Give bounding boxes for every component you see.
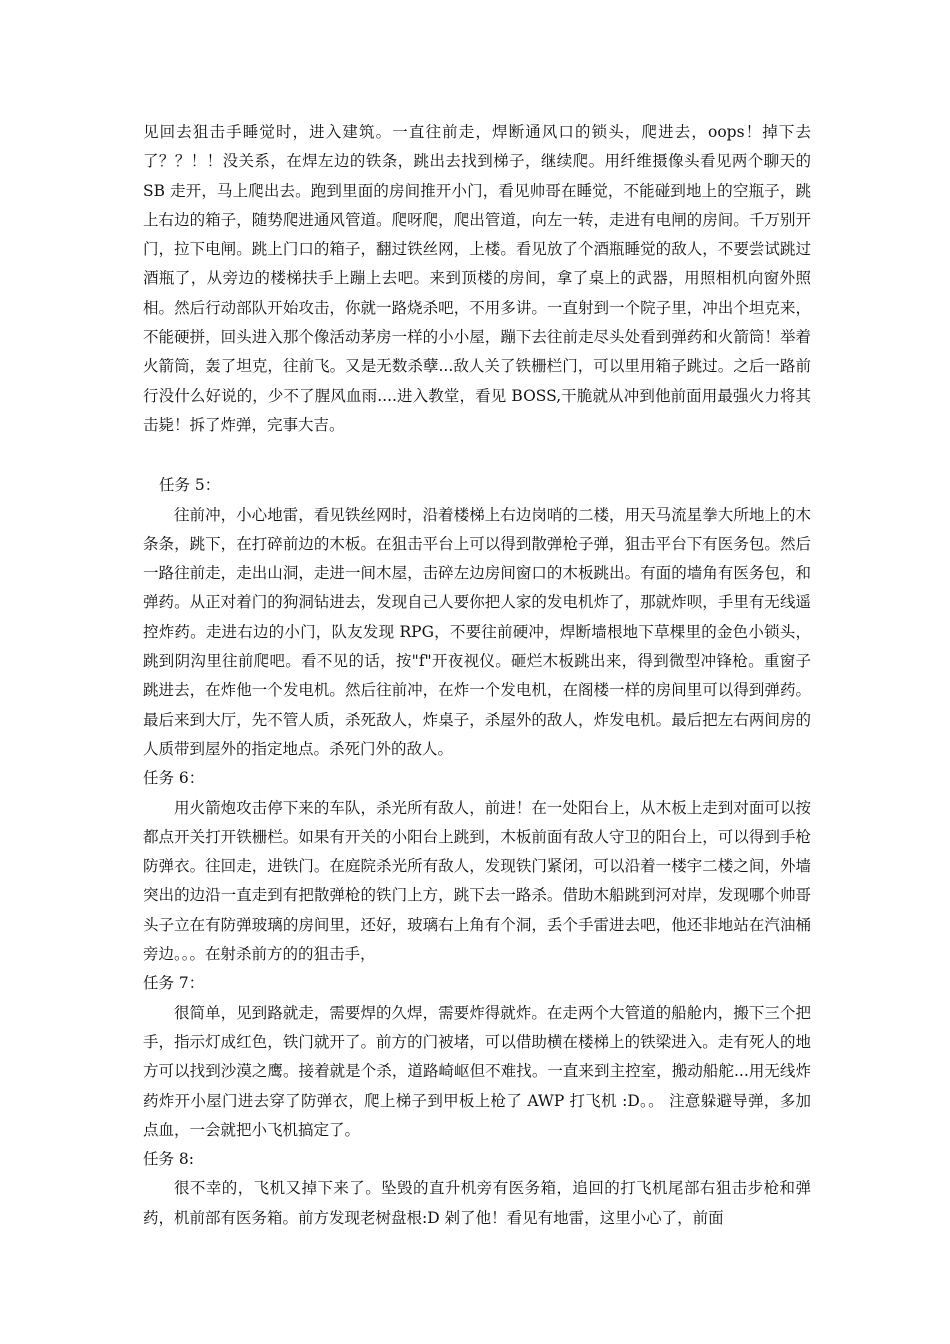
section-gap	[143, 440, 811, 471]
mission8-paragraph: 很不幸的，飞机又掉下来了。坠毁的直升机旁有医务箱，追回的打飞机尾部右狙击步枪和弹药，机前部有医务箱。前方发现老树盘根:D 剁了他！看见有地雷，这里小心了，前面	[143, 1179, 811, 1227]
mission7-heading: 任务 7：	[143, 974, 205, 993]
mission7-paragraph: 很简单，见到路就走，需要焊的久焊，需要炸得就炸。在走两个大管道的船舱内，搬下三个把手，指示灯成红色，铁门就开了。前方的门被堵，可以借助横在楼梯上的铁梁进入。走有死人的地方可以找到沙漠之鹰。接着就是个杀，道路崎岖但不难找。一直来到主控室，搬动船舵...用无线炸药炸开小屋门进去穿了防弹衣，爬上梯子到甲板上枪了 AWP 打飞机 :D。。 注意躲避导弹，多加点血，一会就把小飞机搞定了。	[143, 1003, 811, 1139]
mission6-heading: 任务 6：	[143, 769, 205, 788]
mission8-heading: 任务 8:	[143, 1150, 195, 1169]
mission6-paragraph: 用火箭炮攻击停下来的车队，杀光所有敌人，前进！在一处阳台上，从木板上走到对面可以按都点开关打开铁栅栏。如果有开关的小阳台上跳到，木板前面有敌人守卫的阳台上，可以得到手枪防弹衣。往回走，进铁门。在庭院杀光所有敌人，发现铁门紧闭，可以沿着一楼宇二楼之间，外墙突出的边沿一直走到有把散弹枪的铁门上方，跳下去一路杀。借助木船跳到河对岸，发现哪个帅哥头子立在有防弹玻璃的房间里，还好，玻璃右上角有个洞，丢个手雷进去吧，他还非地站在汽油桶旁边。。。在射杀前方的的狙击手，	[143, 798, 811, 964]
mission5-heading: 任务 5：	[159, 476, 221, 495]
intro-paragraph: 见回去狙击手睡觉时，进入建筑。一直往前走，焊断通风口的锁头，爬进去，oops！掉下去了？？！！没关系，在焊左边的铁条，跳出去找到梯子，继续爬。用纤维摄像头看见两个聊天的 SB 走开，马上爬出去。跑到里面的房间推开小门，看见帅哥在睡觉，不能碰到地上的空瓶子，跳上右边的箱子，随势爬进通风管道。爬呀爬，爬出管道，向左一转，走进有电闸的房间。千万别开门，拉下电闸。跳上门口的箱子，翻过铁丝网，上楼。看见放了个酒瓶睡觉的敌人，不要尝试跳过酒瓶了，从旁边的楼梯扶手上蹦上去吧。来到顶楼的房间，拿了桌上的武器，用照相机向窗外照相。然后行动部队开始攻击，你就一路烧杀吧，不用多讲。一直射到一个院子里，冲出个坦克来，不能硬拼，回头进入那个像活动茅房一样的小小屋，蹦下去往前走尽头处看到弹药和火箭筒！举着火箭筒，轰了坦克，往前飞。又是无数杀孽...敌人关了铁栅栏门，可以里用箱子跳过。之后一路前行没什么好说的，少不了腥风血雨....进入教堂，看见 BOSS,干脆就从冲到他前面用最强火力将其击毙！拆了炸弹，完事大吉。	[143, 123, 811, 434]
document-body	[143, 118, 811, 1233]
mission5-paragraph: 往前冲，小心地雷，看见铁丝网时，沿着楼梯上右边岗哨的二楼，用天马流星拳大所地上的木条条，跳下，在打碎前边的木板。在狙击平台上可以得到散弹枪子弹，狙击平台下有医务包。然后一路往前走，走出山洞，走进一间木屋，击碎左边房间窗口的木板跳出。有面的墙角有医务包，和弹药。从正对着门的狗洞钻进去，发现自己人要你把人家的发电机炸了，那就炸呗，手里有无线遥控炸药。走进右边的小门，队友发现 RPG，不要往前硬冲，焊断墙根地下草棵里的金色小锁头，跳到阴沟里往前爬吧。看不见的话，按"f"开夜视仪。砸烂木板跳出来，得到微型冲锋枪。重窗子跳进去，在炸他一个发电机。然后往前冲，在炸一个发电机，在阁楼一样的房间里可以得到弹药。最后来到大厅，先不管人质，杀死敌人，炸桌子，杀屋外的敌人，炸发电机。最后把左右两间房的人质带到屋外的指定地点。杀死门外的敌人。	[143, 505, 811, 758]
